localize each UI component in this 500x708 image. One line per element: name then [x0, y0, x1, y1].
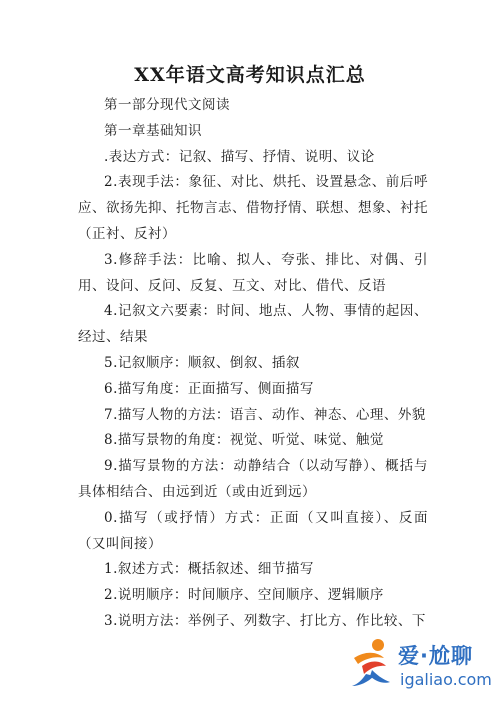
paragraph: 1.叙述方式：概括叙述、细节描写: [104, 561, 314, 578]
document-title: XX年语文高考知识点汇总: [134, 64, 366, 86]
paragraph: 2.表现手法：象征、对比、烘托、设置悬念、前后呼应、欲扬先抑、托物言志、借物抒情、联想、想象、衬托（正衬、反衬）: [78, 174, 428, 242]
paragraph: 第一章基础知识: [104, 122, 202, 139]
paragraph: 第一部分现代文阅读: [104, 97, 230, 113]
watermark-brand: 爱·尬聊: [398, 644, 473, 668]
watermark-url: igaliao.com: [400, 670, 492, 689]
paragraph: 7.描写人物的方法：语言、动作、神态、心理、外貌: [104, 406, 426, 423]
paragraph: 9.描写景物的方法：动静结合（以动写静）、概括与具体相结合、由远到近（或由近到远）: [78, 458, 428, 500]
paragraph: 5.记叙顺序：顺叙、倒叙、插叙: [104, 354, 300, 371]
running-figure-logo-icon: [348, 636, 394, 690]
paragraph: 8.描写景物的角度：视觉、听觉、味觉、触觉: [104, 432, 384, 449]
watermark: [348, 632, 498, 694]
paragraph: 3.修辞手法：比喻、拟人、夸张、排比、对偶、引用、设问、反问、反复、互文、对比、借代、反语: [78, 251, 428, 294]
paragraph: 4.记叙文六要素：时间、地点、人物、事情的起因、经过、结果: [78, 303, 428, 346]
paragraph: 6.描写角度：正面描写、侧面描写: [104, 380, 314, 397]
document-body: [78, 93, 428, 635]
paragraph: .表达方式：记叙、描写、抒情、说明、议论: [104, 148, 375, 165]
paragraph: 3.说明方法：举例子、列数字、打比方、作比较、下: [104, 612, 426, 629]
paragraph: 2.说明顺序：时间顺序、空间顺序、逻辑顺序: [104, 587, 384, 604]
paragraph: 0.描写（或抒情）方式：正面（又叫直接）、反面（又叫间接）: [78, 509, 428, 552]
